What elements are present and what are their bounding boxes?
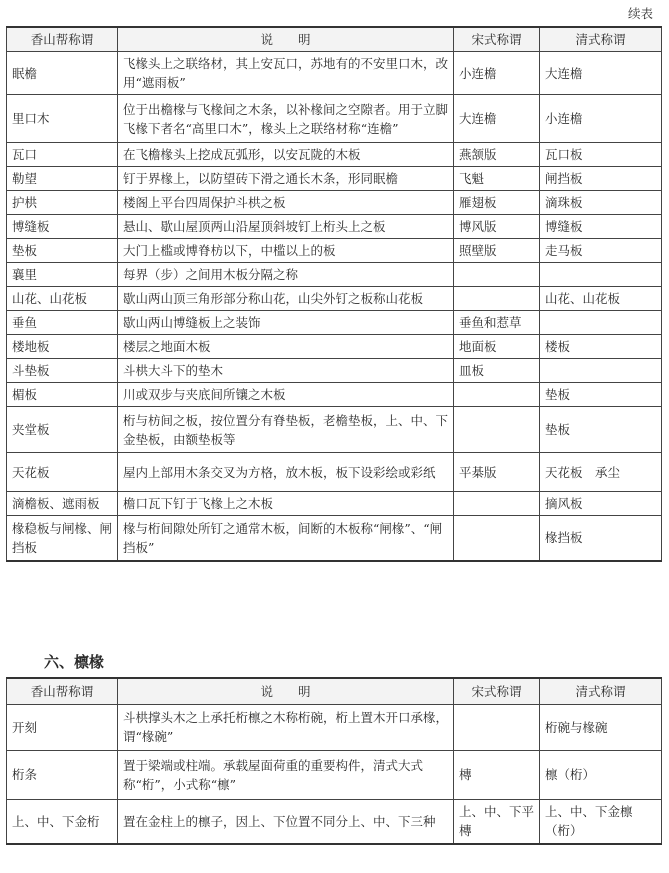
cell-qing: 檩（桁） [540,750,662,799]
table-row [7,191,662,215]
table-row [7,704,662,750]
cell-song: 照壁版 [454,239,540,263]
cell-description: 悬山、歇山屋顶两山沿屋顶斜坡钉上桁头上之板 [118,215,454,239]
header-song: 宋式称谓 [454,678,540,704]
cell-description: 屋内上部用木条交叉为方格，放木板，板下设彩绘或彩纸 [118,453,454,492]
cell-qing [540,311,662,335]
cell-description: 置在金柱上的檩子，因上、下位置不同分上、中、下三种 [118,799,454,844]
cell-song: 雁翅板 [454,191,540,215]
cell-name: 眠檐 [7,52,118,95]
cell-name: 襄里 [7,263,118,287]
cell-song: 上、中、下平槫 [454,799,540,844]
header-qing: 清式称谓 [540,678,662,704]
table-row [7,516,662,561]
cell-name: 山花、山花板 [7,287,118,311]
table-row [7,95,662,143]
cell-name: 勒望 [7,167,118,191]
table-row [7,359,662,383]
table-row [7,287,662,311]
cell-qing: 山花、山花板 [540,287,662,311]
cell-description: 檐口瓦下钉于飞椽上之木板 [118,492,454,516]
cell-name: 里口木 [7,95,118,143]
table-row [7,215,662,239]
header-description: 说 明 [118,678,454,704]
cell-song: 垂鱼和惹草 [454,311,540,335]
cell-qing: 上、中、下金檩（桁） [540,799,662,844]
continued-label: 续表 [627,6,653,21]
table-row [7,750,662,799]
table-row [7,263,662,287]
table-row [7,311,662,335]
cell-description: 斗栱撑头木之上承托桁檩之木称桁碗，桁上置木开口承椽，谓“椽碗” [118,704,454,750]
cell-qing: 瓦口板 [540,143,662,167]
cell-name: 椽稳板与闸椽、闸挡板 [7,516,118,561]
cell-description: 钉于界椽上，以防望砖下滑之通长木条，形同眠檐 [118,167,454,191]
cell-name: 滴檐板、遮雨板 [7,492,118,516]
cell-qing: 滴珠板 [540,191,662,215]
table-row [7,383,662,407]
cell-song [454,704,540,750]
cell-qing: 楼板 [540,335,662,359]
cell-description: 斗栱大斗下的垫木 [118,359,454,383]
cell-qing: 垫板 [540,383,662,407]
cell-name: 天花板 [7,453,118,492]
cell-name: 垫板 [7,239,118,263]
header-description: 说 明 [118,27,454,52]
header-xiangshan: 香山帮称谓 [7,27,118,52]
cell-name: 桁条 [7,750,118,799]
cell-description: 每界（步）之间用木板分隔之称 [118,263,454,287]
table-row [7,335,662,359]
cell-description: 楼层之地面木板 [118,335,454,359]
cell-qing: 天花板 承尘 [540,453,662,492]
table-row [7,167,662,191]
table-header-row [7,27,662,52]
cell-description: 楼阁上平台四周保护斗栱之板 [118,191,454,215]
table-row [7,143,662,167]
cell-song [454,383,540,407]
cell-qing: 桁碗与椽碗 [540,704,662,750]
cell-qing [540,263,662,287]
header-xiangshan: 香山帮称谓 [7,678,118,704]
table-row [7,492,662,516]
cell-description: 飞椽头上之联络材，其上安瓦口，苏地有的不安里口木，改用“遮雨板” [118,52,454,95]
cell-name: 开刻 [7,704,118,750]
cell-description: 川或双步与夹底间所镶之木板 [118,383,454,407]
cell-description: 桁与枋间之板，按位置分有脊垫板，老檐垫板，上、中、下金垫板，由额垫板等 [118,407,454,453]
cell-description: 歇山两山博缝板上之装饰 [118,311,454,335]
cell-song: 槫 [454,750,540,799]
table-row [7,453,662,492]
cell-qing: 垫板 [540,407,662,453]
cell-song: 小连檐 [454,52,540,95]
cell-description: 在飞檐椽头上挖成瓦弧形，以安瓦陇的木板 [118,143,454,167]
cell-song: 地面板 [454,335,540,359]
header-song: 宋式称谓 [454,27,540,52]
cell-qing: 小连檐 [540,95,662,143]
cell-song: 大连檐 [454,95,540,143]
table-row [7,239,662,263]
cell-description: 椽与桁间隙处所钉之通常木板，间断的木板称“闸椽”、“闸挡板” [118,516,454,561]
cell-song [454,263,540,287]
cell-description: 位于出檐椽与飞椽间之木条，以补椽间之空隙者。用于立脚飞椽下者名“高里口木”，椽头上之联络材称“连檐” [118,95,454,143]
cell-name: 护栱 [7,191,118,215]
cell-song: 博风版 [454,215,540,239]
cell-song: 平棊版 [454,453,540,492]
cell-qing: 椽挡板 [540,516,662,561]
table-row [7,407,662,453]
cell-description: 置于梁端或柱端。承载屋面荷重的重要构件，清式大式称“桁”，小式称“檩” [118,750,454,799]
cell-name: 夹堂板 [7,407,118,453]
cell-song: 燕颔版 [454,143,540,167]
cell-qing [540,359,662,383]
cell-name: 楼地板 [7,335,118,359]
cell-song [454,407,540,453]
table-row [7,52,662,95]
cell-name: 博缝板 [7,215,118,239]
cell-qing: 摘风板 [540,492,662,516]
cell-description: 大门上槛或博脊枋以下，中槛以上的板 [118,239,454,263]
table-row [7,799,662,844]
cell-name: 斗垫板 [7,359,118,383]
cell-song: 皿板 [454,359,540,383]
cell-qing: 走马板 [540,239,662,263]
table-header-row [7,678,662,704]
cell-qing: 博缝板 [540,215,662,239]
cell-song [454,516,540,561]
cell-name: 上、中、下金桁 [7,799,118,844]
table-purlins-rafters [6,677,662,845]
section-title: 六、檩椽 [44,653,105,671]
cell-qing: 闸挡板 [540,167,662,191]
header-qing: 清式称谓 [540,27,662,52]
table-components-continued [6,26,662,562]
cell-qing: 大连檐 [540,52,662,95]
cell-name: 垂鱼 [7,311,118,335]
cell-name: 楣板 [7,383,118,407]
cell-description: 歇山两山顶三角形部分称山花，山尖外钉之板称山花板 [118,287,454,311]
cell-song [454,492,540,516]
cell-name: 瓦口 [7,143,118,167]
cell-song: 飞魁 [454,167,540,191]
cell-song [454,287,540,311]
